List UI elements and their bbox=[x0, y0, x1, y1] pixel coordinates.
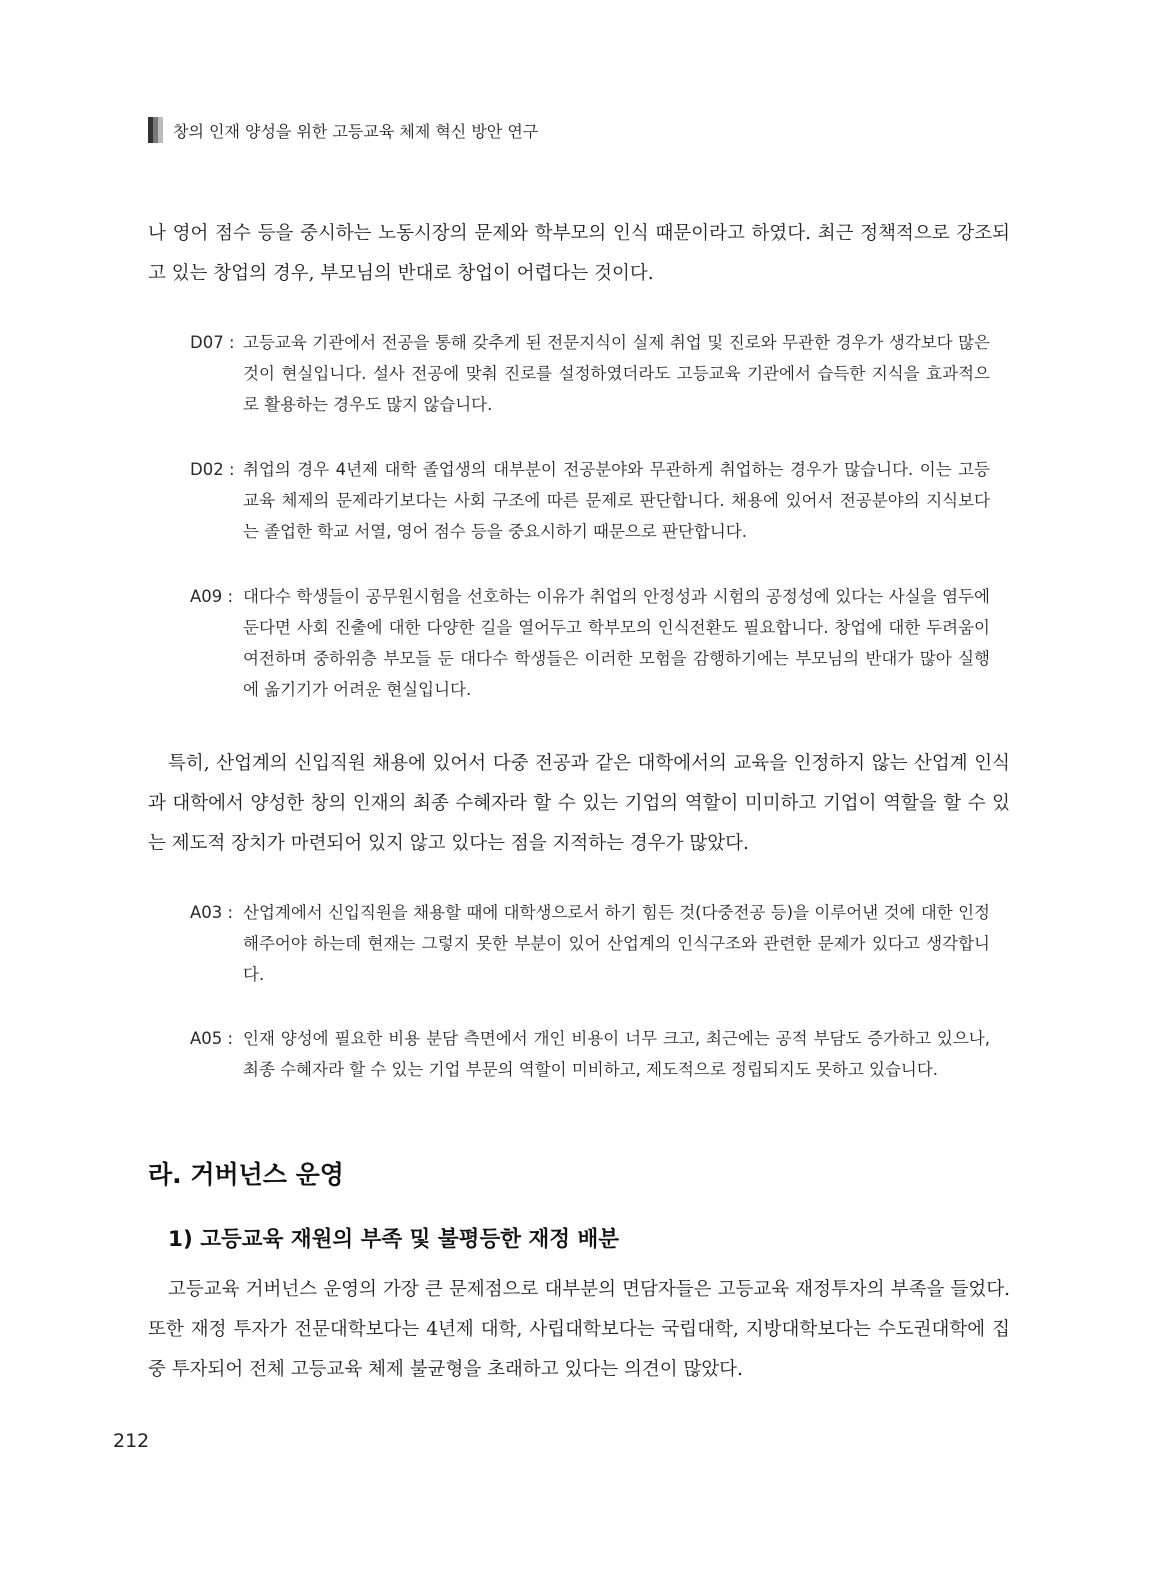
quote-code: A03 : bbox=[190, 903, 234, 922]
interview-quote-a03 bbox=[190, 897, 990, 990]
quote-text: 인재 양성에 필요한 비용 분담 측면에서 개인 비용이 너무 크고, 최근에는 공적 부담도 증가하고 있으나, 최종 수혜자라 할 수 있는 기업 부문의 역할이 미비하고, 제도적으로 정립되지도 못하고 있습니다. bbox=[243, 1029, 990, 1079]
header-bar-decoration bbox=[148, 117, 163, 143]
interview-quote-d07 bbox=[190, 327, 990, 420]
quote-code: D02 : bbox=[190, 460, 235, 479]
page-number: 212 bbox=[113, 1430, 150, 1452]
quote-text: 산업계에서 신입직원을 채용할 때에 대학생으로서 하기 힘든 것(다중전공 등)을 이루어낸 것에 대한 인정해주어야 하는데 현재는 그렇지 못한 부분이 있어 산업계의 인식구조와 관련한 문제가 있다고 생각합니다. bbox=[243, 903, 990, 984]
body-paragraph-3: 고등교육 거버넌스 운영의 가장 큰 문제점으로 대부분의 면담자들은 고등교육 재정투자의 부족을 들었다. 또한 재정 투자가 전문대학보다는 4년제 대학, 사립대학보다는 국립대학, 지방대학보다는 수도권대학에 집중 투자되어 전체 고등교육 체제 불균형을 초래하고 있다는 의견이 많았다. bbox=[148, 1279, 1010, 1380]
section-heading: 라. 거버넌스 운영 bbox=[148, 1160, 344, 1189]
running-header bbox=[148, 117, 538, 143]
interview-quote-d02 bbox=[190, 454, 990, 547]
body-paragraph-2: 특히, 산업계의 신입직원 채용에 있어서 다중 전공과 같은 대학에서의 교육을 인정하지 않는 산업계 인식과 대학에서 양성한 창의 인재의 최종 수혜자라 할 수 있는 기업의 역할이 미미하고 기업이 역할을 할 수 있는 제도적 장치가 마련되어 있지 않고 있다는 점을 지적하는 경우가 많았다. bbox=[148, 753, 1010, 854]
quote-text: 고등교육 기관에서 전공을 통해 갖추게 된 전문지식이 실제 취업 및 진로와 무관한 경우가 생각보다 많은 것이 현실입니다. 설사 전공에 맞춰 진로를 설정하였더라도 고등교육 기관에서 습득한 지식을 효과적으로 활용하는 경우도 많지 않습니다. bbox=[243, 333, 990, 414]
running-header-title: 창의 인재 양성을 위한 고등교육 체제 혁신 방안 연구 bbox=[173, 121, 539, 141]
sub-heading: 1) 고등교육 재원의 부족 및 불평등한 재정 배분 bbox=[168, 1227, 620, 1252]
quote-code: D07 : bbox=[190, 333, 235, 352]
interview-quote-a09 bbox=[190, 581, 990, 705]
quote-text: 취업의 경우 4년제 대학 졸업생의 대부분이 전공분야와 무관하게 취업하는 경우가 많습니다. 이는 고등교육 체제의 문제라기보다는 사회 구조에 따른 문제로 판단합니다. 채용에 있어서 전공분야의 지식보다는 졸업한 학교 서열, 영어 점수 등을 중요시하기 때문으로 판단합니다. bbox=[243, 460, 990, 541]
quote-code: A05 : bbox=[190, 1029, 234, 1048]
body-paragraph-1: 나 영어 점수 등을 중시하는 노동시장의 문제와 학부모의 인식 때문이라고 하였다. 최근 정책적으로 강조되고 있는 창업의 경우, 부모님의 반대로 창업이 어렵다는 것이다. bbox=[148, 223, 1010, 284]
quote-text: 대다수 학생들이 공무원시험을 선호하는 이유가 취업의 안정성과 시험의 공정성에 있다는 사실을 염두에 둔다면 사회 진출에 대한 다양한 길을 열어두고 학부모의 인식전환도 필요합니다. 창업에 대한 두려움이 여전하며 중하위층 부모들 둔 대다수 학생들은 이러한 모험을 감행하기에는 부모님의 반대가 많아 실행에 옮기기가 어려운 현실입니다. bbox=[243, 587, 990, 699]
interview-quote-a05 bbox=[190, 1023, 990, 1085]
quote-code: A09 : bbox=[190, 587, 234, 606]
